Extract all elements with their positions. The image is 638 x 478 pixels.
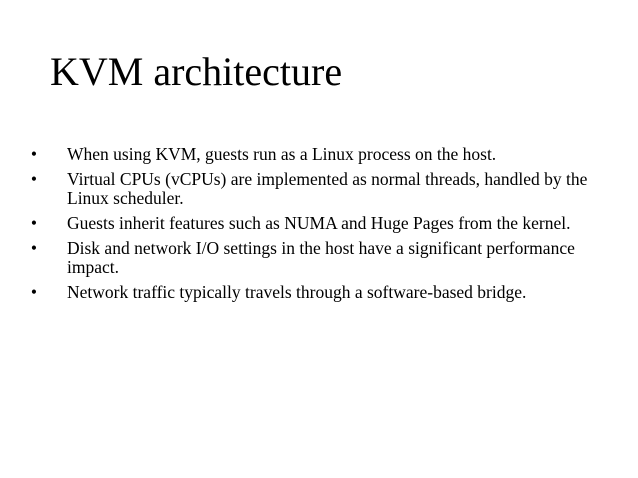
- bullet-point-icon: •: [30, 238, 38, 258]
- bullet-point-icon: •: [30, 169, 38, 189]
- bullet-list: [28, 145, 603, 308]
- bullet-point-icon: •: [30, 213, 38, 233]
- bullet-text: Virtual CPUs (vCPUs) are implemented as normal threads, handled by the Linux scheduler.: [67, 169, 588, 208]
- bullet-item: [28, 170, 603, 208]
- bullet-text: When using KVM, guests run as a Linux process on the host.: [67, 144, 497, 164]
- bullet-item: [28, 145, 603, 164]
- bullet-item: [28, 239, 603, 277]
- bullet-point-icon: •: [30, 282, 38, 302]
- bullet-text: Network traffic typically travels through a software-based bridge.: [67, 282, 527, 302]
- bullet-item: [28, 214, 603, 233]
- bullet-point-icon: •: [30, 144, 38, 164]
- bullet-text: Disk and network I/O settings in the host have a significant performance impact.: [67, 238, 575, 277]
- bullet-item: [28, 283, 603, 302]
- slide-title: KVM architecture: [50, 49, 343, 94]
- bullet-text: Guests inherit features such as NUMA and Huge Pages from the kernel.: [67, 213, 571, 233]
